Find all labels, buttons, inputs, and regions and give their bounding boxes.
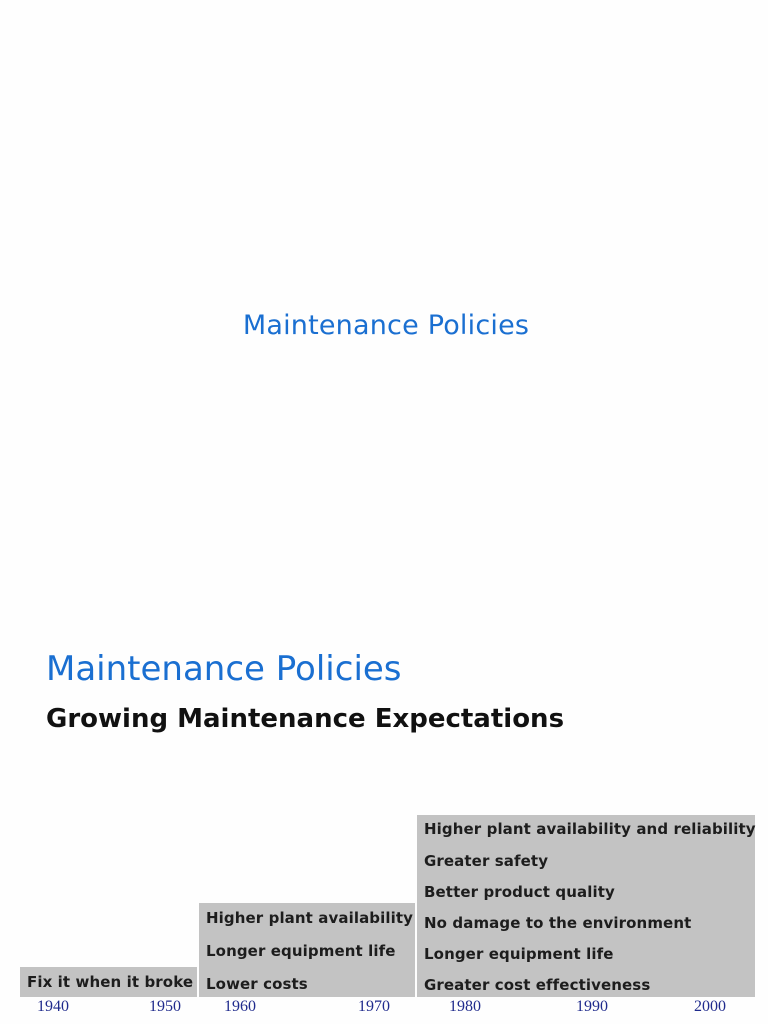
era-1980-item: Greater cost effectiveness: [424, 976, 651, 994]
era-1980-item: Greater safety: [424, 852, 549, 870]
era-1980-item: Higher plant availability and reliability: [424, 820, 756, 838]
year-label: 1940: [37, 998, 69, 1015]
era-1980-item: No damage to the environment: [424, 914, 692, 932]
era-1980-block: [417, 815, 755, 997]
era-1980-item: Better product quality: [424, 883, 615, 901]
era-1980-item: Longer equipment life: [424, 945, 614, 963]
era-1960-item: Higher plant availability: [206, 909, 414, 927]
year-label: 1950: [149, 998, 181, 1015]
era-1940-item: Fix it when it broke: [27, 973, 194, 991]
slide-1-title: Maintenance Policies: [242, 310, 530, 341]
slide-2-title: Maintenance Policies: [46, 649, 402, 689]
year-label: 1990: [576, 998, 608, 1015]
slide-2-subtitle: Growing Maintenance Expectations: [46, 704, 565, 734]
era-1960-item: Lower costs: [206, 975, 308, 993]
year-label: 1980: [449, 998, 481, 1015]
era-1960-item: Longer equipment life: [206, 942, 396, 960]
year-label: 2000: [694, 998, 726, 1015]
year-label: 1970: [358, 998, 390, 1015]
year-label: 1960: [224, 998, 256, 1015]
